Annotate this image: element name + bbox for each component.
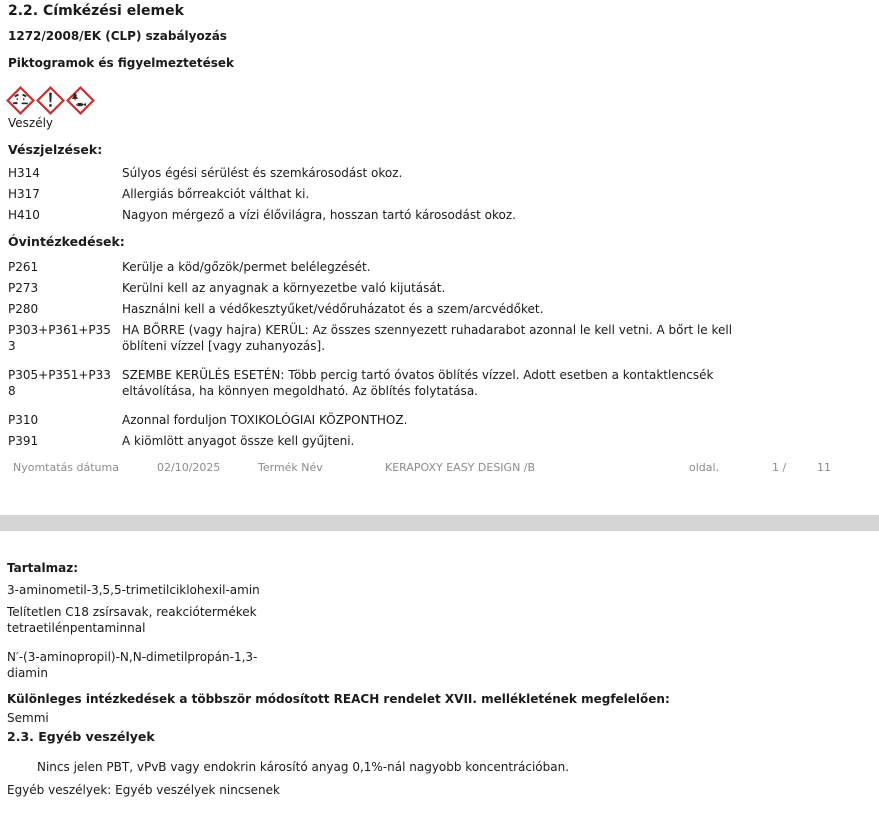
precaution-code: P261 — [8, 260, 39, 274]
hazard-text: Allergiás bőrreakciót válthat ki. — [122, 187, 310, 201]
precaution-code: P305+P351+P338 — [8, 368, 111, 398]
page-number-label: oldal. — [689, 461, 720, 474]
hazard-text: Súlyos égési sérülést és szemkárosodást okoz. — [122, 166, 403, 180]
precaution-text: HA BŐRRE (vagy hajra) KERÜL: Az összes szennyezett ruhadarabot azonnal le kell vetni. A bőrt le kell öblíteni vízzel [vagy zuhanyozás]. — [122, 323, 733, 353]
precaution-statement-row — [8, 322, 871, 354]
ghs09-environment-icon — [66, 86, 95, 115]
contains-heading: Tartalmaz: — [7, 561, 78, 575]
other-hazards-statement: Egyéb veszélyek: Egyéb veszélyek nincsenek — [7, 783, 280, 797]
precaution-code: P303+P361+P353 — [8, 323, 111, 353]
precaution-code: P273 — [8, 281, 39, 295]
hazard-statement-row — [8, 207, 871, 223]
hazard-text: Nagyon mérgező a vízi élővilágra, hosszan tartó károsodást okoz. — [122, 208, 516, 222]
hazard-statement-row — [8, 165, 871, 181]
ghs-pictogram-row — [6, 86, 871, 115]
pbt-statement: Nincs jelen PBT, vPvB vagy endokrin károsító anyag 0,1%-nál nagyobb koncentrációban. — [37, 760, 570, 774]
precaution-code: P280 — [8, 302, 39, 316]
signal-word: Veszély — [8, 116, 54, 130]
precaution-text: Használni kell a védőkesztyűket/védőruházatot és a szem/arcvédőket. — [122, 302, 544, 316]
precaution-statement-row — [8, 301, 871, 317]
precaution-text: Kerülni kell az anyagnak a környezetbe való kijutását. — [122, 281, 446, 295]
precaution-statement-row — [8, 280, 871, 296]
print-date-label: Nyomtatás dátuma — [13, 461, 119, 474]
precaution-statement-row — [8, 367, 871, 399]
ghs05-corrosion-icon — [6, 86, 35, 115]
ghs07-exclamation-icon — [36, 86, 65, 115]
print-date-value: 02/10/2025 — [157, 461, 221, 474]
precaution-text: Kerülje a köd/gőzök/permet belélegzését. — [122, 260, 371, 274]
contains-section — [0, 560, 879, 798]
hazard-statements-heading: Vészjelzések: — [8, 142, 103, 157]
hazard-statement-row — [8, 186, 871, 202]
reach-restrictions-value: Semmi — [7, 711, 49, 725]
product-name-value: KERAPOXY EASY DESIGN /B — [385, 461, 536, 474]
section-title: 2.2. Címkézési elemek — [8, 3, 184, 19]
precaution-code: P391 — [8, 434, 39, 448]
precaution-text: A kiömlött anyagot össze kell gyűjteni. — [122, 434, 355, 448]
reach-restrictions-heading: Különleges intézkedések a többször módosított REACH rendelet XVII. mellékletének megfelelően: — [7, 692, 670, 706]
precaution-statement-row — [8, 433, 871, 449]
other-hazards-section-title: 2.3. Egyéb veszélyek — [7, 729, 155, 744]
clp-regulation-line: 1272/2008/EK (CLP) szabályozás — [8, 29, 227, 43]
precaution-statement-row — [8, 259, 871, 275]
precaution-statement-row — [8, 412, 871, 428]
hazard-code: H317 — [8, 187, 40, 201]
hazard-code: H314 — [8, 166, 40, 180]
page-number-current: 1 / — [772, 461, 787, 474]
precaution-code: P310 — [8, 413, 39, 427]
precaution-text: SZEMBE KERÜLÉS ESETÉN: Több percig tartó óvatos öblítés vízzel. Adott esetben a kontaktlencsék eltávolítása, ha könnyen megoldható. Az öblítés folytatása. — [122, 368, 714, 398]
substance-item: N′-(3-aminopropil)-N,N-dimetilpropán-1,3-diamin — [7, 650, 258, 680]
pictograms-heading: Piktogramok és figyelmeztetések — [8, 56, 235, 70]
substance-item: 3-aminometil-3,5,5-trimetilciklohexil-amin — [7, 583, 260, 597]
page-break-separator — [0, 515, 879, 531]
precaution-text: Azonnal forduljon TOXIKOLÓGIAI KÖZPONTHOZ. — [122, 413, 408, 427]
precautionary-statements-heading: Óvintézkedések: — [8, 234, 125, 249]
product-name-label: Termék Név — [258, 461, 323, 474]
page-footer — [0, 461, 879, 477]
substance-item: Telítetlen C18 zsírsavak, reakciótermékek tetraetilénpentaminnal — [7, 605, 257, 635]
hazard-code: H410 — [8, 208, 40, 222]
page-number-total: 11 — [817, 461, 831, 474]
